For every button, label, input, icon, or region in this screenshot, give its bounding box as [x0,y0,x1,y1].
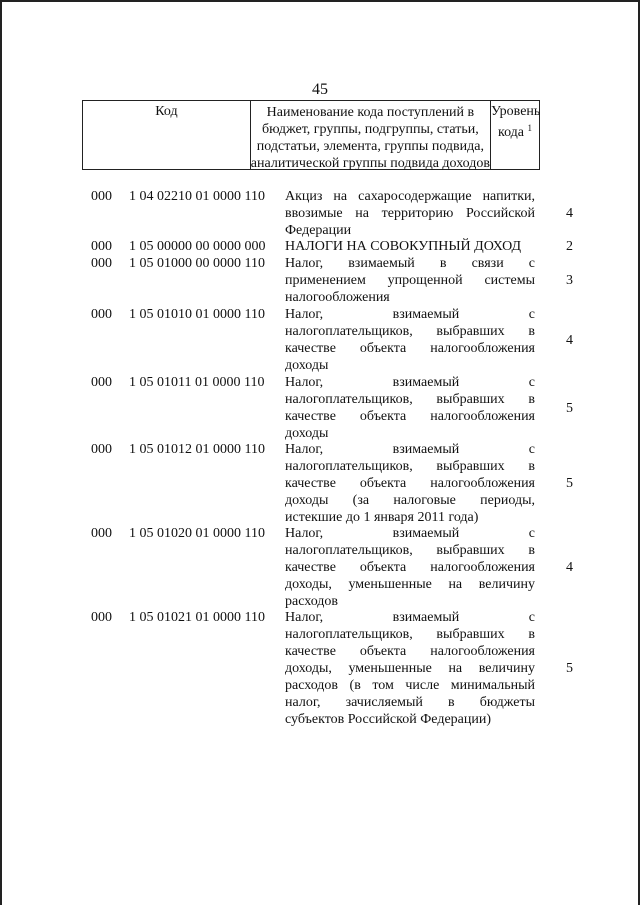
row-level: 4 [566,333,573,348]
header-name-line: бюджет, группы, подгруппы, статьи, [262,122,479,137]
row-level: 3 [566,273,573,288]
row-name-line: качестве объекта налогообложения [285,409,535,424]
row-prefix: 000 [91,239,112,254]
row-name-line: Налог, взимаемый с [285,610,535,625]
row-level: 5 [566,661,573,676]
row-name [285,609,535,728]
row-name [285,255,535,306]
row-code: 1 05 01000 00 0000 110 [129,256,265,271]
row-name-line: качестве объекта налогообложения [285,341,535,356]
header-name [251,101,491,169]
row-name-line: качестве объекта налогообложения [285,560,535,575]
header-name-line: подстатьи, элемента, группы подвида, [256,139,484,154]
row-name-line: доходы, уменьшенные на величину [285,577,535,592]
row-name-line: ввозимые на территорию Российской [285,206,535,221]
row-prefix: 000 [91,375,112,390]
row-code: 1 05 01011 01 0000 110 [129,375,265,390]
row-name-line: расходов [285,594,339,609]
row-prefix: 000 [91,526,112,541]
header-name-line: Наименование кода поступлений в [266,105,475,120]
header-level-line: Уровень [491,104,541,119]
row-name-line: Налог, взимаемый с [285,526,535,541]
row-name [285,441,535,526]
row-name [285,188,535,239]
row-name-line: доходы, уменьшенные на величину [285,661,535,676]
row-name-line: НАЛОГИ НА СОВОКУПНЫЙ ДОХОД [285,239,522,254]
row-code: 1 05 00000 00 0000 000 [129,239,266,254]
header-code [83,101,251,169]
row-name [285,238,535,255]
row-name-line: налогоплательщиков, выбравших в [285,392,535,407]
table-header [82,100,540,170]
row-name-line: Налог, взимаемый с [285,375,535,390]
header-name-line: аналитической группы подвида доходов [250,156,490,171]
row-name-line: субъектов Российской Федерации) [285,712,492,727]
row-name-line: Налог, взимаемый с [285,442,535,457]
row-name-line: налог, зачисляемый в бюджеты [285,695,535,710]
row-name-line: налогообложения [285,290,390,305]
row-name-line: доходы [285,426,329,441]
row-code: 1 05 01020 01 0000 110 [129,526,265,541]
row-code: 1 04 02210 01 0000 110 [129,189,265,204]
row-level: 2 [566,239,573,254]
row-name-line: истекшие до 1 января 2011 года) [285,510,479,525]
row-level: 5 [566,476,573,491]
header-code-label: Код [155,104,178,119]
row-prefix: 000 [91,189,112,204]
header-level [491,101,539,169]
row-name-line: применением упрощенной системы [285,273,535,288]
header-level-line [491,120,539,141]
row-name-line: качестве объекта налогообложения [285,644,535,659]
row-prefix: 000 [91,610,112,625]
header-level-word: кода [497,125,525,140]
row-name-line: налогоплательщиков, выбравших в [285,324,535,339]
page-number: 45 [312,81,328,98]
row-name-line: налогоплательщиков, выбравших в [285,459,535,474]
footnote-marker: 1 [527,123,533,133]
row-name-line: Федерации [285,223,352,238]
row-name-line: Налог, взимаемый в связи с [285,256,535,271]
row-name [285,374,535,442]
row-name-line: налогоплательщиков, выбравших в [285,543,535,558]
row-name-line: доходы (за налоговые периоды, [285,493,535,508]
row-code: 1 05 01021 01 0000 110 [129,610,265,625]
row-name-line: доходы [285,358,329,373]
row-prefix: 000 [91,256,112,271]
row-name-line: Акциз на сахаросодержащие напитки, [285,189,535,204]
row-name-line: расходов (в том числе минимальный [285,678,535,693]
row-prefix: 000 [91,307,112,322]
row-name-line: Налог, взимаемый с [285,307,535,322]
row-code: 1 05 01012 01 0000 110 [129,442,265,457]
row-code: 1 05 01010 01 0000 110 [129,307,265,322]
row-name-line: качестве объекта налогообложения [285,476,535,491]
row-name [285,306,535,374]
row-level: 5 [566,401,573,416]
row-name [285,525,535,610]
row-level: 4 [566,560,573,575]
row-name-line: налогоплательщиков, выбравших в [285,627,535,642]
row-level: 4 [566,206,573,221]
row-prefix: 000 [91,442,112,457]
